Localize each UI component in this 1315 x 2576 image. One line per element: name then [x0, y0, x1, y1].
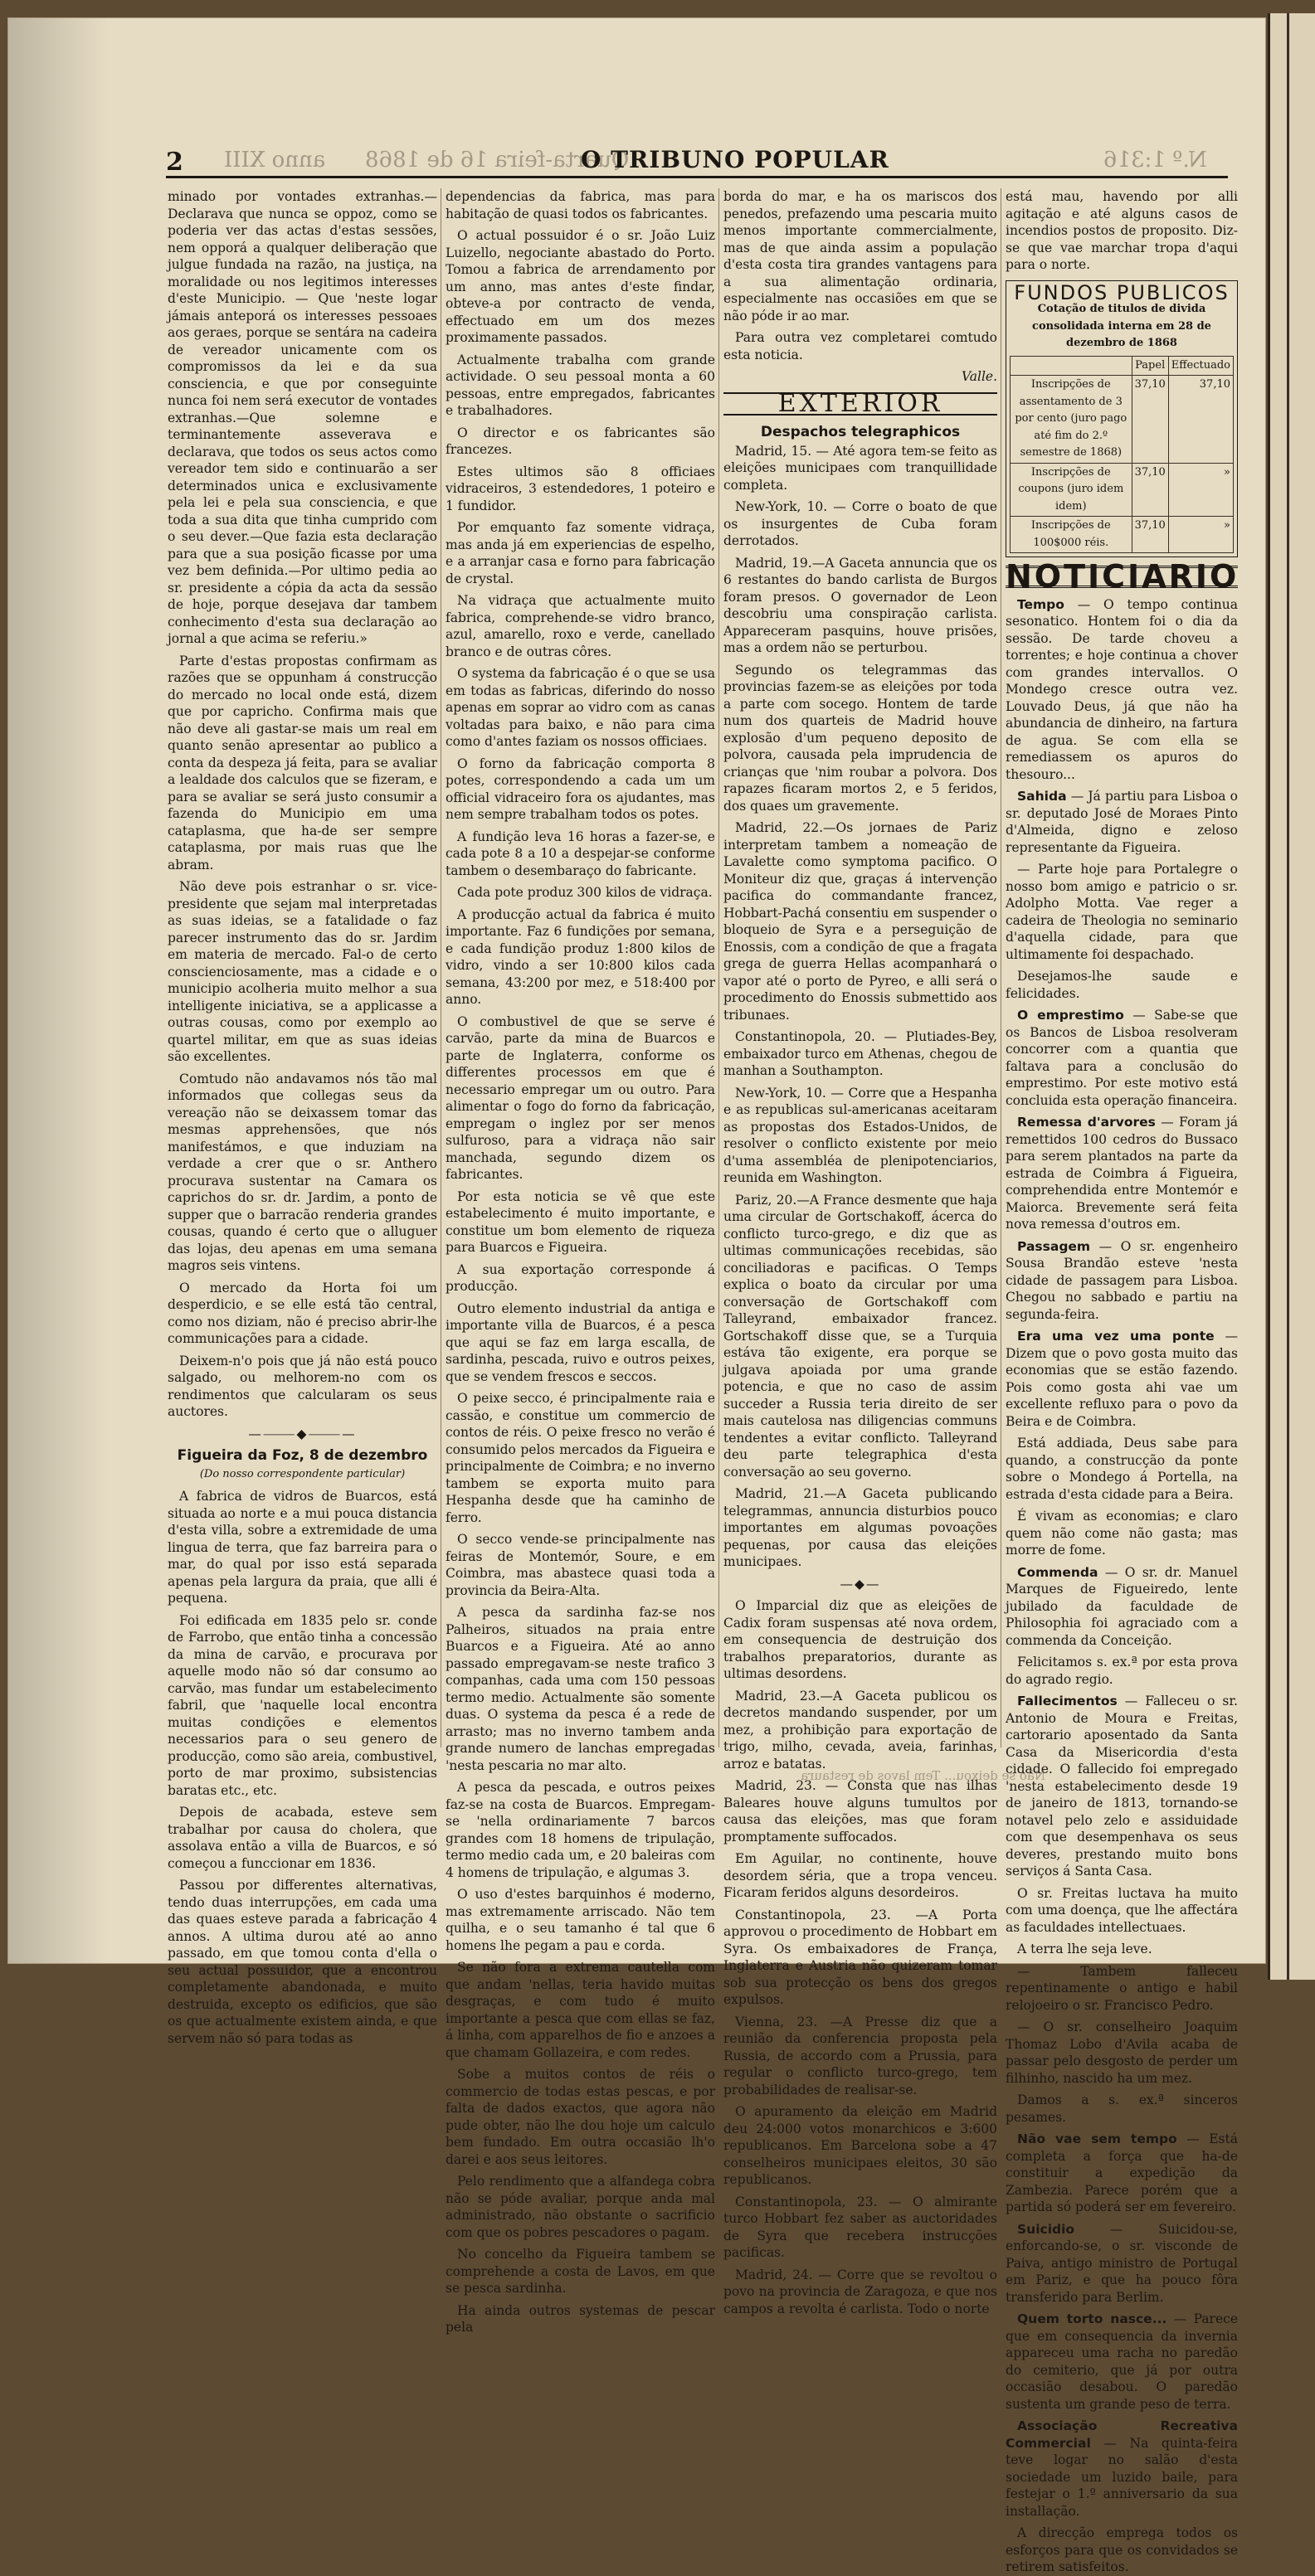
- paragraph: No concelho da Figueira tambem se comprehende a costa de Lavos, em que se pesca sardinha.: [446, 2247, 715, 2296]
- news-keyword: Sahida: [1017, 789, 1067, 804]
- table-header: Papel: [1132, 356, 1168, 376]
- news-keyword: O emprestimo: [1017, 1008, 1124, 1023]
- table-row: [1011, 517, 1234, 553]
- news-item: — Tambem falleceu repentinamente o antigo e habil relojoeiro o sr. Francisco Pedro.: [1006, 1963, 1238, 2013]
- telegram: O Imparcial diz que as eleições de Cadix foram suspensas até nova ordem, em consequencia de destruição dos trabalhos preparatorios, durante as ultimas desordens.: [723, 1598, 997, 1681]
- news-item: O sr. Freitas luctava ha muito com uma doença, que lhe affectára as faculdades intellectuaes.: [1006, 1885, 1238, 1935]
- fundos-publicos-box: [1006, 280, 1238, 558]
- paragraph: A sua exportação corresponde á producção.: [446, 1261, 715, 1294]
- news-keyword: Passagem: [1017, 1238, 1091, 1254]
- paragraph: está mau, havendo por alli agitação e até alguns casos de incendios postos de proposito. Diz-se que vae marchar tropa d'aqui para o norte.: [1006, 189, 1238, 272]
- news-keyword: Tempo: [1017, 596, 1064, 612]
- news-item: [1006, 1114, 1238, 1233]
- paragraph: O combustivel de que se serve é carvão, parte da mina de Buarcos e parte de Inglaterra, conforme os differentes processos em que é necessario empregar um ou outro. Para alimentar o fogo do forno da fabricação, empregam o inglez por ser menos sulfuroso, para a vidraça não sair manchada, segundo dizem os fabricantes.: [446, 1013, 715, 1182]
- news-keyword: Fallecimentos: [1017, 1694, 1118, 1708]
- paragraph: A fundição leva 16 horas a fazer-se, e cada pote 8 a 10 a despejar-se conforme tambem o desembaraço do fabricante.: [446, 829, 715, 878]
- news-item: É vivam as economias; e claro quem não come não gasta; mas morre de fome.: [1006, 1509, 1238, 1558]
- news-item: [1006, 1007, 1238, 1109]
- paragraph: Foi edificada em 1835 pelo sr. conde de Farrobo, que então tinha a concessão da mina de carvão, e procurava por aquelle modo não só dar consumo ao carvão, mas fundar um estabelecimento fabril, que 'naquelle local encontra muitas condições e elementos necessarios para o seu genero de producção, como são areia, combustivel, porto de mar proximo, subsistencias baratas etc., etc.: [168, 1612, 437, 1798]
- telegram: Constantinopola, 23. —A Porta approvou o procedimento de Hobbart em Syra. Os embaixadores de França, Inglaterra e Austria não quizeram tomar sob sua protecção os bens dos gregos expulsos.: [723, 1907, 997, 2007]
- news-text: — Suicidou-se, enforcando-se, o sr. visconde de Paiva, antigo ministro de Portugal em Pariz, e que ha pouco fôra transferido para Berlim.: [1006, 2221, 1238, 2305]
- separator: —◆—: [840, 1576, 881, 1592]
- telegram: Madrid, 19.—A Gaceta annuncia que os 6 restantes do bando carlista de Burgos foram presos. O governador de Leon descobriu uma conspiração carlista. Appareceram pasquins, houve prisões, mas a ordem não se perturbou.: [723, 555, 997, 655]
- paragraph: Actualmente trabalha com grande actividade. O seu pessoal monta a 60 pessoas, entre empregados, fabricantes e trabalhadores.: [446, 352, 715, 418]
- fundos-title: FUNDOS PUBLICOS: [1014, 280, 1230, 304]
- telegram: Pariz, 20.—A France desmente que haja uma circular de Gortschakoff, ácerca do conflicto turco-grego, e diz que as ultimas communicações recebidas, são conciliadoras e pacificas. O Temps explica o boato da circular por uma conversação de Gortschakoff com Talleyrand, embaixador francez. Gortschakoff disse que, se a Turquia estáva tão exigente, era porque se julgava apoiada por uma grande potencia, e que no caso de assim succeder a Russia teria direito de ser mais cautelosa nas diligencias communs tendentes a evitar conflicto. Talleyrand deu parte telegraphica d'esta conversação ao seu governo.: [723, 1192, 997, 1480]
- news-item: [1006, 2221, 1238, 2306]
- telegram: Em Aguilar, no continente, houve desordem séria, que a tropa venceu. Ficaram feridos alguns desordeiros.: [723, 1851, 997, 1900]
- table-cell: 37,10: [1168, 376, 1233, 464]
- paragraph: Parte d'estas propostas confirmam as razões que se oppunham á construcção do mercado no local onde está, dizem que por capricho. Confirma mais que não deve ali gastar-se mais um real em quanto senão apresentar ao publico a conta da despeza já feita, para se avaliar a lealdade dos calculos que se fizeram, e para se avaliar se será justo consumir a fazenda do Municipio em uma cataplasma, que ha-de ser sempre cataplasma, por mais ruas que lhe abram.: [168, 653, 437, 872]
- news-item: Está addiada, Deus sabe para quando, a construcção da ponte sobre o Mondego á Portella, na estrada d'esta cidade para a Beira.: [1006, 1436, 1238, 1502]
- page-number: 2: [166, 148, 183, 177]
- paragraph: borda do mar, e ha os mariscos dos penedos, prefazendo uma pescaria muito menos importante commercialmente, mas de que ainda assim a população d'esta costa tira grandes vantagens para a sua alimentação ordinaria, especialmente nas occasiões em que se não póde ir ao mar.: [723, 189, 997, 323]
- bleedthrough-right: N.º 1:316: [1103, 148, 1207, 173]
- telegram: Madrid, 23.—A Gaceta publicou os decretos mandando suspender, por um mez, a prohibição para exportação de trigo, milho, cevada, aveia, farinhas, arroz e batatas.: [723, 1688, 997, 1772]
- news-text: — Dizem que o povo gosta muito das economias que se estão fazendo. Pois como gosta ahi vae um excellente refluxo para o povo da Beira e de Coimbra.: [1006, 1329, 1238, 1429]
- paragraph: Por emquanto faz somente vidraça, mas anda já em experiencias de espelho, e a arranjar casa e forno para fabricação de crystal.: [446, 520, 715, 586]
- column-rule: [718, 188, 719, 1747]
- news-item: [1006, 1328, 1238, 1430]
- adjacent-page-edge: [1268, 13, 1315, 1980]
- paragraph: Na vidraça que actualmente muito fabrica, comprehende-se vidro branco, azul, amarello, roxo e verde, canellado branco e de outras côres.: [446, 593, 715, 659]
- paragraph: Cada pote produz 300 kilos de vidraça.: [457, 885, 713, 900]
- news-text: — Já partiu para Lisboa o sr. deputado José de Moraes Pinto d'Almeida, digno e zeloso representante da Figueira.: [1006, 789, 1238, 855]
- signature: Valle.: [961, 369, 997, 384]
- news-text: — Foram já remettidos 100 cedros do Bussaco para serem plantados na parte da estrada de Coimbra á Figueira, comprehendida entre Montemór e Maiorca. Brevemente será feita nova remessa d'outros em.: [1006, 1115, 1238, 1232]
- paragraph: O secco vende-se principalmente nas feiras de Montemór, Soure, e em Coimbra, mas abastece quasi toda a provincia da Beira-Alta.: [446, 1532, 715, 1598]
- telegram: Madrid, 15. — Até agora tem-se feito as eleições municipaes com tranquillidade completa.: [723, 443, 997, 493]
- telegram: Vienna, 23. —A Presse diz que a reunião da conferencia proposta pela Russia, de accordo com a Prussia, para regular o conflicto turco-grego, tem probabilidades de realisar-se.: [723, 2014, 997, 2097]
- paragraph: O uso d'estes barquinhos é moderno, mas extremamente arriscado. Não tem quilha, e o seu tamanho é tal que 6 homens lhe pegam a pau e corda.: [446, 1887, 715, 1953]
- news-item: Desejamos-lhe saude e felicidades.: [1006, 969, 1238, 1001]
- news-text: — O sr. dr. Manuel Marques de Figueiredo, lente jubilado da faculdade de Philosophia foi agraciado com a commenda da Conceição.: [1006, 1564, 1238, 1648]
- table-cell: 37,10: [1132, 517, 1168, 553]
- paragraph: O systema da fabricação é o que se usa em todas as fabricas, diferindo do nosso apenas em soprar ao vidro com as canas voltadas para baixo, e não para cima como d'antes faziam os nossos officiaes.: [446, 666, 715, 749]
- newspaper-title: O TRIBUNO POPULAR: [581, 146, 889, 173]
- paragraph: Pelo rendimento que a alfandega cobra não se póde avaliar, porque anda mal administrado, não obstante o sacrificio com que os pobres pescadores o pagam.: [446, 2174, 715, 2240]
- paragraph: O mercado da Horta foi um desperdicio, e se elle está tão central, como nos diziam, não é preciso abrir-lhe communicações para a cidade.: [168, 1280, 437, 1346]
- page-fold-shadow: [8, 18, 108, 1963]
- table-cell: 37,10: [1132, 463, 1168, 517]
- table-cell: Inscripções de assentamento de 3 por cento (juro pago até fim do 2.º semestre de 1868): [1011, 376, 1132, 464]
- news-item: [1006, 596, 1238, 784]
- news-keyword: Quem torto nasce...: [1017, 2311, 1167, 2326]
- news-text: — O tempo continua sesonatico. Hontem foi o dia da sessão. De tarde choveu a torrentes; e hoje continua a chover com grandes intervallos. O Mondego cresce outra vez. Louvado Deus, já que não ha abundancia de dinheiro, na fartura de agua. Se com ella se remediassem os apuros do thesouro...: [1006, 596, 1238, 782]
- paragraph: A pesca da sardinha faz-se nos Palheiros, situados na praia entre Buarcos e a Figueira. Até ao anno passado empregavam-se neste trafico 3 companhas, cada uma com 150 pessoas termo medio. Actualmente são somente duas. O systema da pesca é a rede de arrasto; mas no inverno tambem anda grande numero de lanchas empregadas 'nesta pescaria no mar alto.: [446, 1605, 715, 1773]
- telegram: Madrid, 21.—A Gaceta publicando telegrammas, annuncia disturbios pouco importantes em algumas povoações pequenas, por causa das eleições municipaes.: [723, 1486, 997, 1569]
- paragraph: A pesca da pescada, e outros peixes faz-se na costa de Buarcos. Empregam-se 'nella ordinariamente 7 barcos grandes com 18 homens de tripulação, termo medio cada um, e 20 baleiras com 4 homens de tripulação, e algumas 3.: [446, 1780, 715, 1880]
- paragraph: minado por vontades extranhas.—Declarava que nunca se oppoz, como se poderia ver das actas d'estas sessões, nem opporá a qualquer deliberação que julgue fundada na razão, na justiça, na moralidade ou nos legitimos interesses d'este Municipio. — Que 'neste logar jámais anteporá os interesses pessoaes aos geraes, porque se sentára na cadeira de vereador unicamente com os compromissos da lei e da sua consciencia, e que por conseguinte nunca foi nem será executor de vontades extranhas.—Que solemne e terminantemente asseverava e declarava, que todos os seus actos como vereador tem sido e continuarão a ser determinados unica e exclusivamente pela lei e pela sua consciencia, e que toda a sua dita que tinha cumprido com o seu dever.—Que fazia esta declaração para que a sua posição ficasse por uma vez bem definida.—Por ultimo pedia ao sr. presidente a cópia da acta da sessão de hoje, porque desejava dar tambem conhecimento d'esta sua declaração ao jornal a que acima se referiu.»: [168, 189, 437, 646]
- article-headline: Despachos telegraphicos: [760, 424, 961, 440]
- table-cell: 37,10: [1132, 376, 1168, 464]
- page-header: [166, 143, 1228, 178]
- table-cell: »: [1168, 463, 1233, 517]
- news-keyword: Associação Recreativa Commercial: [1006, 2418, 1238, 2451]
- paragraph: Depois de acabada, esteve sem trabalhar por causa do cholera, que assolava então a villa de Buarcos, e só começou a funccionar em 1836.: [168, 1805, 437, 1871]
- news-text: — Na quinta-feira teve logar no salão d'esta sociedade um luzido baile, para festejar o 1.º anniversario da sua installação.: [1006, 2435, 1238, 2519]
- news-item: [1006, 1693, 1238, 1880]
- telegram: Madrid, 22.—Os jornaes de Pariz interpretam tambem a nomeação de Lavalette como symptoma pacifico. O Moniteur diz que, graças á intervenção pacifica do commandante francez, Hobbart-Pachá consentiu em suspender o bloqueio de Syra e a perseguição de Enossis, com a condição de que a fragata grega de guerra Hellas acompanhará o vapor até o porto de Pyreo, e alli será o procedimento do Enossis submettido aos tribunaes.: [723, 820, 997, 1023]
- news-item: — Parte hoje para Portalegre o nosso bom amigo e patricio o sr. Adolpho Motta. Vae reger a cadeira de Theologia no seminario d'aquella cidade, para que ultimamente foi despachado.: [1006, 862, 1238, 962]
- table-header-row: [1011, 356, 1234, 376]
- news-item: [1006, 2311, 1238, 2413]
- news-item: [1006, 788, 1238, 856]
- news-keyword: Suicidio: [1017, 2221, 1075, 2237]
- paragraph: Estes ultimos são 8 officiaes vidraceiros, 3 estendedores, 1 poteiro e 1 fundidor.: [446, 464, 715, 513]
- news-keyword: Remessa d'arvores: [1017, 1115, 1156, 1130]
- telegram: O apuramento da eleição em Madrid deu 24:000 votos monarchicos e 3:600 republicanos. Em Barcelona sobe a 47 conselheiros municipaes eleitos, 30 são republicanos.: [723, 2104, 997, 2187]
- news-item: Damos a s. ex.ª sinceros pesames.: [1006, 2092, 1238, 2125]
- telegram: Madrid, 23. — Consta que nas ilhas Baleares houve alguns tumultos por causa das eleições, mas que foram promptamente suffocados.: [723, 1778, 997, 1845]
- telegram: Constantinopola, 23. — O almirante turco Hobbart fez saber as auctoridades de Syra que recebera instrucções pacificas.: [723, 2194, 997, 2260]
- page-binding-strip: [1287, 13, 1289, 1980]
- news-text: — Parece que em consequencia da invernia appareceu uma racha no paredão do cemiterio, que já por outra occasião desabou. O paredão sustenta um grande peso de terra.: [1006, 2311, 1238, 2412]
- paragraph: Ha ainda outros systemas de pescar pela: [446, 2302, 715, 2335]
- news-text: — Está completa a força que ha-de constituir a expedição da Zambezia. Parece porém que a partida só poderá ser em fevereiro.: [1006, 2131, 1238, 2214]
- bleedthrough-footer: Não se deixou... Tem lavos de restaura: [801, 1768, 1045, 1783]
- news-item: [1006, 1238, 1238, 1324]
- paragraph: Por esta noticia se vê que este estabelecimento é muito importante, e constitue um bom elemento de riqueza para Buarcos e Figueira.: [446, 1188, 715, 1255]
- news-item: [1006, 2418, 1238, 2520]
- table-cell: Inscripções de coupons (juro idem idem): [1011, 463, 1132, 517]
- section-title-exterior: EXTERIOR: [723, 392, 997, 416]
- table-row: [1011, 376, 1234, 464]
- table-header: Effectuado: [1168, 356, 1233, 376]
- news-keyword: Não vae sem tempo: [1017, 2131, 1177, 2146]
- news-item: [1006, 1564, 1238, 1650]
- column-1: [168, 188, 437, 2046]
- paragraph: Comtudo não andavamos nós tão mal informados que collegas seus da vereação não se deixassem tomar das mesmas apprehensões, que nós manifestámos, e que induziam na verdade a crer que o sr. Anthero procurava sustentar na Camara os caprichos do sr. dr. Jardim, a ponto de supper que o barracão renderia grandes cousas, quando é certo que o alluguer das lojas, deu apenas em uma semana magros seis vintens.: [168, 1071, 437, 1273]
- newspaper-page: [8, 18, 1265, 2574]
- bleedthrough-mid: Quarta-feira 16 de 1868: [365, 148, 630, 173]
- news-item: — O sr. conselheiro Joaquim Thomaz Lobo d'Avila acaba de passar pelo desgosto de perder um filhinho, nascido ha um mez.: [1006, 2019, 1238, 2086]
- section-title-noticiario: NOTICIARIO: [1006, 558, 1240, 595]
- paragraph: Se não fora a extrema cautella com que andam 'nellas, teria havido muitas desgraças, e com tudo é muito importante a pesca que com ellas se faz, á linha, com apparelhos de fio e anzoes a que chamam Gollazeira, e com redes.: [446, 1960, 715, 2060]
- paragraph: Sobe a muitos contos de réis o commercio de todas estas pescas, e por falta de dados exactos, que agora não pude obter, não lhe dou hoje um calculo bem fundado. Em outra occasião lh'o darei e aos seus leitores.: [446, 2067, 715, 2167]
- fundos-table: [1010, 356, 1234, 554]
- fundos-description: Cotação de titulos de divida consolidada interna em 28 de dezembro de 1868: [1032, 303, 1211, 349]
- news-keyword: Commenda: [1017, 1564, 1098, 1580]
- bleedthrough-left: anno XIII: [224, 148, 326, 173]
- article-headline: Figueira da Foz, 8 de dezembro: [177, 1447, 428, 1464]
- news-text: — Sabe-se que os Bancos de Lisboa resolveram concorrer com a quantia que faltava para a conclusão do emprestimo. Por este motivo está concluida esta operação financeira.: [1006, 1008, 1238, 1108]
- table-row: [1011, 463, 1234, 517]
- column-4: [1006, 188, 1240, 2574]
- paragraph: O actual possuidor é o sr. João Luiz Luizello, negociante abastado do Porto. Tomou a fabrica de arrendamento por um anno, mas antes d'este findar, obteve-a por contracto de venda, effectuado em um dos mezes proximamente passados.: [446, 228, 715, 345]
- news-item: A terra lhe seja leve.: [1017, 1942, 1152, 1956]
- column-2: [446, 188, 715, 2335]
- paragraph: Deixem-n'o pois que já não está pouco salgado, ou melhorem-no com os rendimentos que calcularam os seus auctores.: [168, 1353, 437, 1419]
- news-text: — Falleceu o sr. Antonio de Moura e Freitas, cartorario aposentado da Santa Casa da Misericordia d'esta cidade. O fallecido foi empregado 'nesta estabelecimento desde 19 de janeiro de 1813, tornando-se notavel pelo zelo e assiduidade com que desempenhava os seus deveres, prestando muito bons serviços á Santa Casa.: [1006, 1694, 1238, 1879]
- table-cell: »: [1168, 517, 1233, 553]
- table-cell: Inscripções de 100$000 réis.: [1011, 517, 1132, 553]
- paragraph: Não deve pois estranhar o sr. vice-presidente que sejam mal interpretadas as suas ideias, se a fatalidade o faz parecer instrumento das do sr. Jardim em materia de mercado. Fal-o de certo conscienciosamente, mas a cidade e o municipio acolheria muito melhor a sua intelligente iniciativa, se a applicasse a outras cousas, como por exemplo ao quartel militar, em que as suas ideias são excellentes.: [168, 879, 437, 1064]
- paragraph: O director e os fabricantes são francezes.: [446, 425, 715, 457]
- table-header: [1011, 356, 1132, 376]
- separator: —⸻◆⸻—: [248, 1426, 357, 1441]
- telegram: Madrid, 24. — Corre que se revoltou o povo na provincia de Zaragoza, e que nos campos a revolta é carlista. Todo o norte: [723, 2267, 997, 2316]
- paragraph: A fabrica de vidros de Buarcos, está situada ao norte e a mui pouca distancia d'esta villa, sobre a extremidade de uma lingua de terra, que faz barreira para o mar, do qual por isso está separada apenas pela largura da praia, que alli é pequena.: [168, 1489, 437, 1606]
- paragraph: Outro elemento industrial da antiga e importante villa de Buarcos, é a pesca que aqui se faz em larga escalla, de sardinha, pescada, ruivo e outros peixes, que se vendem frescos e seccos.: [446, 1300, 715, 1384]
- news-keyword: Era uma vez uma ponte: [1017, 1329, 1215, 1344]
- paragraph: Passou por differentes alternativas, tendo duas interrupções, em cada uma das quaes esteve parada a fabricação 4 annos. A ultima durou até ao anno passado, em que tomou conta d'ella o seu actual possuidor, que a encontrou completamente abandonada, e muito destruida, excepto os edificios, que são os que actualmente existem ainda, e que servem não só para todas as: [168, 1878, 437, 2046]
- paragraph: dependencias da fabrica, mas para habitação de quasi todos os fabricantes.: [446, 189, 715, 221]
- paragraph: Para outra vez completarei comtudo esta noticia.: [723, 330, 997, 362]
- paragraph: A producção actual da fabrica é muito importante. Faz 6 fundições por semana, e cada fundição produz 1:800 kilos de vidro, vindo a ser 10:800 kilos cada semana, 43:200 por mez, e 518:400 por anno.: [446, 906, 715, 1007]
- telegram: New-York, 10. — Corre que a Hespanha e as republicas sul-americanas aceitaram as propostas dos Estados-Unidos, de resolver o conflicto existente por meio d'uma assembléa de plenipotenciarios, reunida em Washington.: [723, 1085, 997, 1185]
- telegram: Constantinopola, 20. — Plutiades-Bey, embaixador turco em Athenas, chegou de manhan a Southampton.: [723, 1029, 997, 1078]
- telegram: Segundo os telegrammas das provincias fazem-se as eleições por toda a parte com socego. Hontem de tarde num dos quarteis de Madrid houve explosão d'um pequeno deposito de polvora, causada pela imprudencia de crianças que 'nim roubar a polvora. Dos rapazes ficaram mortos 2, e 5 feridos, dos quaes um gravemente.: [723, 662, 997, 814]
- telegram: New-York, 10. — Corre o boato de que os insurgentes de Cuba foram derrotados.: [723, 499, 997, 548]
- news-item: A direcção emprega todos os esforços para que os convidados se retirem satisfeitos.: [1006, 2525, 1238, 2574]
- news-item: Felicitamos s. ex.ª por esta prova do agrado regio.: [1006, 1655, 1238, 1687]
- news-text: — O sr. engenheiro Sousa Brandão esteve 'nesta cidade de passagem para Lisboa. Chegou no sabbado e partiu na segunda-feira.: [1006, 1238, 1238, 1322]
- article-subhead: (Do nosso correspondente particular): [199, 1467, 406, 1480]
- news-item: [1006, 2131, 1238, 2216]
- paragraph: O peixe secco, é principalmente raia e cassão, e constitue um commercio de contos de réis. O peixe fresco no verão é consumido pelos mercados da Figueira e principalmente de Coimbra; e no inverno tambem se exporta muito para Hespanha desde que ha caminho de ferro.: [446, 1391, 715, 1525]
- paragraph: O forno da fabricação comporta 8 potes, correspondendo a cada um um official vidraceiro fora os ajudantes, mas nem sempre trabalham todos os potes.: [446, 756, 715, 822]
